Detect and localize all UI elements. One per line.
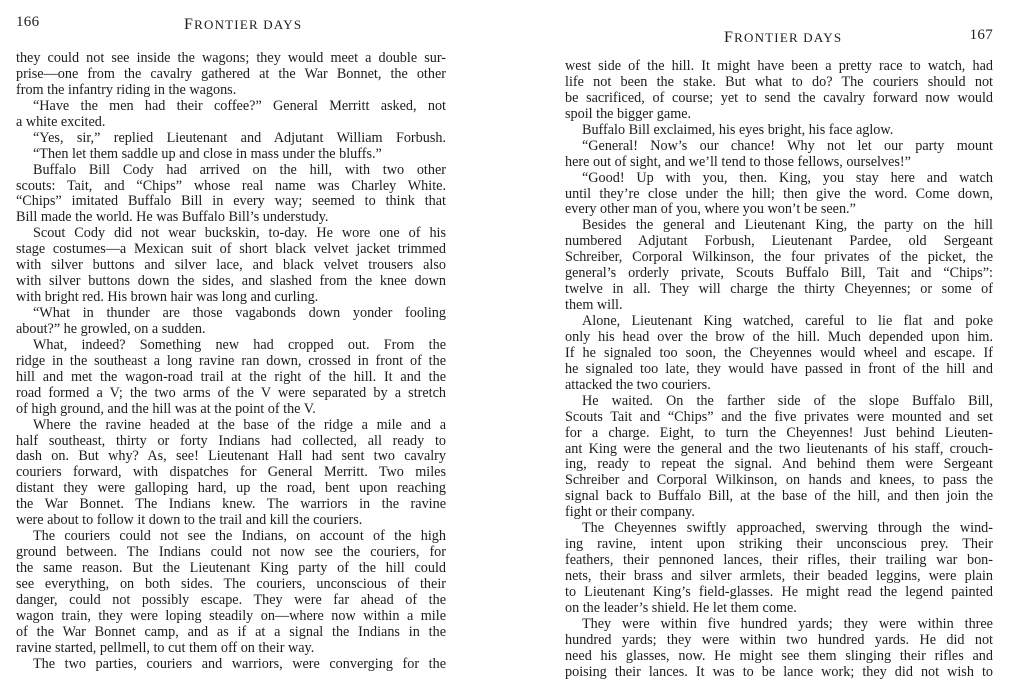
text-line: every other man of you, where you won’t be seen.” — [565, 201, 856, 218]
text-line: danger, could not possibly escape. They were far ahead of the — [16, 591, 446, 608]
text-line: with bright red. His brown hair was long and curling. — [16, 289, 319, 306]
text-line: Buffalo Bill exclaimed, his eyes bright, his face aglow. — [582, 121, 894, 138]
text-line: with silver buttons and silver lace, and black velvet trousers also — [16, 257, 446, 274]
text-line: “Good! Up with you, then. King, you stay here and watch — [582, 169, 993, 186]
text-line: dash on. But why? As, see! Lieutenant Hall had sent two cavalry — [16, 448, 446, 465]
running-head-title: FRONTIER DAYS — [184, 16, 303, 33]
text-line: scouts: Tait, and “Chips” whose real name was Charley White. — [16, 177, 446, 194]
page-number: 167 — [969, 27, 993, 43]
text-line: “What in thunder are those vagabonds down yonder fooling — [33, 305, 446, 321]
text-line: “Then let them saddle up and close in mass under the bluffs.” — [33, 145, 382, 162]
text-line: here out of sight, and we’ll tend to those fellows, ourselves!” — [565, 153, 911, 170]
text-line: a white excited. — [16, 113, 106, 130]
text-line: the same reason. But the Lieutenant King party of the hill could — [16, 560, 446, 576]
text-line: twelve in all. They will charge the thirty Cheyennes; or some of — [565, 281, 993, 298]
text-line: Where the ravine headed at the base of the ridge a mile and a — [33, 416, 446, 433]
text-line: wagon train, they were loping steadily on—where now within a mile — [16, 607, 446, 624]
text-line: to Lieutenant King’s field-glasses. He might read the legend painted — [565, 583, 993, 600]
page-number: 166 — [16, 14, 40, 30]
text-line: Scouts Tait and “Chips” and the five privates were mounted and set — [565, 408, 993, 425]
text-line: they could not see inside the wagons; they would meet a double sur- — [16, 50, 446, 66]
text-line: The Cheyennes swiftly approached, swerving through the wind- — [582, 520, 993, 537]
text-line: feathers, their pennoned lances, their rifles, their trailing war bon- — [565, 552, 993, 569]
right-page — [565, 0, 993, 699]
text-line: be sacrificed, of course; yet to send the cavalry forward now would — [565, 89, 993, 106]
text-line: Schreiber and Corporal Wilkinson, on hands and knees, to pass the — [565, 472, 993, 489]
text-line: ridge in the southeast a long ravine ran down, crossed in front of the — [16, 352, 446, 369]
text-line: the War Bonnet. The Indians knew. The warriors in the ravine — [16, 496, 446, 513]
running-head — [565, 0, 993, 46]
text-line: them will. — [565, 297, 623, 314]
text-line: “Have the men had their coffee?” General Merritt asked, not — [33, 97, 446, 114]
text-line: ravine started, pellmell, to cut them off on their way. — [16, 639, 315, 656]
text-line: If he signaled too soon, the Cheyennes would wheel and escape. If — [565, 344, 993, 361]
text-line: from the infantry riding in the wagons. — [16, 81, 237, 98]
text-line: “Yes, sir,” replied Lieutenant and Adjutant William Forbush. — [33, 129, 446, 146]
text-line: Alone, Lieutenant King watched, careful to lie flat and poke — [582, 313, 993, 329]
text-line: Besides the general and Lieutenant King, the party on the hill — [582, 217, 993, 234]
text-line: nets, their brass and silver armlets, their beaded leggins, were plain — [565, 568, 993, 584]
text-line: poising their lances. It was to be lance work; they did not wish to — [565, 663, 993, 680]
text-line: general’s orderly private, Scouts Buffalo Bill, Tait and “Chips”: — [565, 265, 993, 282]
text-line: Buffalo Bill Cody had arrived on the hill, with two other — [33, 161, 446, 178]
text-line: ing, ready to repeat the signal. And behind them were Sergeant — [565, 456, 993, 473]
text-line: until they’re close under the hill; then give the word. Come down, — [565, 185, 993, 202]
text-line: numbered Adjutant Forbush, Lieutenant Pardee, old Sergeant — [565, 233, 993, 250]
text-line: west side of the hill. It might have been a pretty race to watch, had — [565, 58, 993, 74]
text-line: attacked the two couriers. — [565, 376, 711, 393]
text-line: distant they were galloping hard, up the road, bent upon reaching — [16, 480, 446, 497]
text-line: Schreiber, Corporal Wilkinson, the four privates of the picket, the — [565, 249, 993, 266]
text-line: he signaled too late, they would have passed in front of the hill and — [565, 360, 993, 377]
text-line: They were within five hundred yards; they were within three — [582, 615, 993, 632]
page-body-text — [16, 51, 446, 673]
text-line: Scout Cody did not wear buckskin, to-day. He wore one of his — [33, 225, 446, 242]
running-head-title: FRONTIER DAYS — [724, 29, 843, 46]
text-line: hundred yards; they were within two hundred yards. He did not — [565, 631, 993, 648]
text-line: ing ravine, intent upon striking their unconscious prey. Their — [565, 536, 993, 553]
text-line: ground between. The Indians could not now see the couriers, for — [16, 544, 446, 561]
text-line: of high ground, and the hill was at the point of the V. — [16, 400, 316, 417]
text-line: on the leader’s shield. He let them come. — [565, 599, 797, 616]
text-line: Bill made the world. He was Buffalo Bill’s understudy. — [16, 209, 329, 226]
text-line: were about to follow it down to the trail and kill the couriers. — [16, 512, 363, 529]
text-line: only his head over the brow of the hill. Much depended upon him. — [565, 328, 993, 345]
text-line: half southeast, thirty or forty Indians had collected, all ready to — [16, 432, 446, 449]
text-line: for a charge. Eight, to turn the Cheyennes! Just behind Lieuten- — [565, 424, 993, 441]
text-line: “Chips” imitated Buffalo Bill in every way; seemed to think that — [16, 193, 446, 210]
text-line: with silver buttons down the sides, and slashed from the knee down — [16, 273, 446, 290]
text-line: road formed a V; the two arms of the V were separated by a stretch — [16, 384, 446, 401]
text-line: about?” he growled, on a sudden. — [16, 320, 206, 337]
text-line: hill and met the wagon-road trail at the right of the hill. It and the — [16, 368, 446, 385]
text-line: What, indeed? Something new had cropped out. From the — [33, 336, 446, 353]
text-line: The couriers could not see the Indians, on account of the high — [33, 528, 446, 545]
text-line: signal back to Buffalo Bill, at the base of the hill, and then join the — [565, 488, 993, 505]
text-line: ant King were the general and the two lieutenants of his staff, crouch- — [565, 440, 993, 457]
left-page — [16, 0, 446, 699]
text-line: He waited. On the farther side of the slope Buffalo Bill, — [582, 392, 993, 409]
text-line: spoil the bigger game. — [565, 105, 692, 122]
page-body-text — [565, 59, 993, 681]
text-line: life not been the stake. But what to do? The couriers should not — [565, 73, 993, 90]
running-head — [16, 0, 446, 33]
text-line: couriers forward, with dispatches for General Merritt. Two miles — [16, 464, 446, 481]
text-line: need his glasses, now. He might see them slinging their rifles and — [565, 647, 993, 664]
text-line: fight or their company. — [565, 504, 695, 521]
text-line: prise—one from the cavalry gathered at the War Bonnet, the other — [16, 65, 446, 82]
text-line: see everything, on both sides. The couriers, unconscious of their — [16, 575, 446, 592]
text-line: “General! Now’s our chance! Why not let our party mount — [582, 137, 993, 154]
text-line: of the War Bonnet camp, and as if at a signal the Indians in the — [16, 623, 446, 640]
text-line: stage costumes—a Mexican suit of short black velvet jacket trimmed — [16, 241, 446, 258]
text-line: The two parties, couriers and warriors, were converging for the — [33, 655, 446, 672]
